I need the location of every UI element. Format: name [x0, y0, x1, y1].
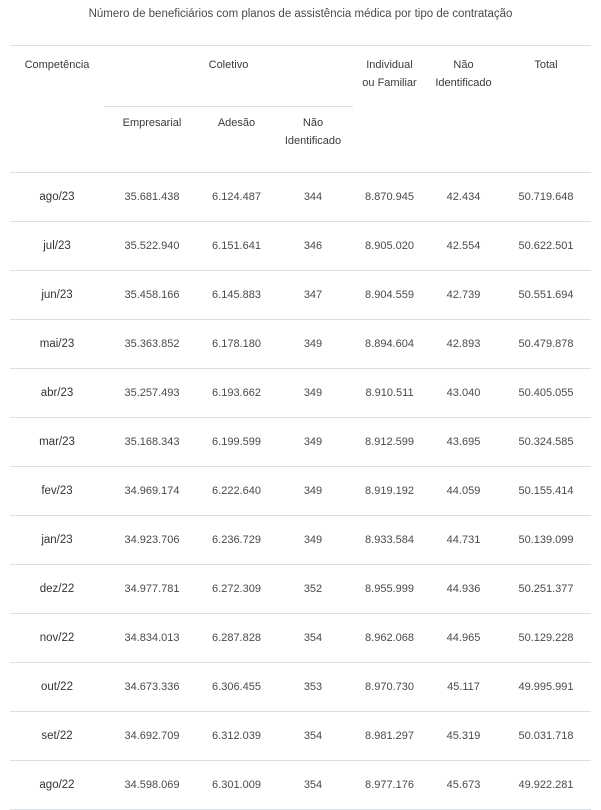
cell-empresarial: 35.363.852	[104, 320, 200, 369]
header-adesao: Adesão	[200, 107, 273, 173]
table-body	[10, 173, 591, 810]
cell-month: nov/22	[10, 614, 104, 663]
cell-adesao: 6.124.487	[200, 173, 273, 222]
cell-nao-identificado: 43.040	[426, 369, 501, 418]
cell-nao-identificado: 42.893	[426, 320, 501, 369]
header-individual	[353, 46, 426, 173]
table-header	[10, 46, 591, 173]
table-row	[10, 516, 591, 565]
table-row	[10, 418, 591, 467]
cell-total: 50.324.585	[501, 418, 591, 467]
cell-nao-identificado-coletivo: 349	[273, 516, 353, 565]
cell-nao-identificado-coletivo: 349	[273, 418, 353, 467]
cell-nao-identificado-coletivo: 354	[273, 761, 353, 810]
header-nao-identificado-label: Não Identificado	[435, 59, 492, 89]
cell-empresarial: 34.834.013	[104, 614, 200, 663]
cell-total: 50.139.099	[501, 516, 591, 565]
cell-empresarial: 34.673.336	[104, 663, 200, 712]
cell-total: 50.031.718	[501, 712, 591, 761]
cell-individual: 8.970.730	[353, 663, 426, 712]
cell-individual: 8.870.945	[353, 173, 426, 222]
cell-total: 49.995.991	[501, 663, 591, 712]
cell-adesao: 6.272.309	[200, 565, 273, 614]
table-row	[10, 369, 591, 418]
cell-total: 50.129.228	[501, 614, 591, 663]
cell-empresarial: 34.692.709	[104, 712, 200, 761]
cell-adesao: 6.287.828	[200, 614, 273, 663]
cell-individual: 8.894.604	[353, 320, 426, 369]
cell-month: ago/23	[10, 173, 104, 222]
cell-adesao: 6.199.599	[200, 418, 273, 467]
cell-nao-identificado-coletivo: 347	[273, 271, 353, 320]
table-row	[10, 173, 591, 222]
cell-adesao: 6.222.640	[200, 467, 273, 516]
cell-individual: 8.981.297	[353, 712, 426, 761]
cell-nao-identificado-coletivo: 346	[273, 222, 353, 271]
table-row	[10, 761, 591, 810]
table-row	[10, 320, 591, 369]
cell-month: dez/22	[10, 565, 104, 614]
table-row	[10, 565, 591, 614]
header-individual-label: Individual ou Familiar	[362, 59, 417, 89]
cell-nao-identificado: 42.434	[426, 173, 501, 222]
header-nao-identificado-coletivo	[273, 107, 353, 173]
header-competencia: Competência	[10, 46, 104, 173]
cell-adesao: 6.301.009	[200, 761, 273, 810]
cell-total: 50.155.414	[501, 467, 591, 516]
cell-individual: 8.919.192	[353, 467, 426, 516]
beneficiaries-table	[10, 45, 591, 810]
cell-nao-identificado: 44.059	[426, 467, 501, 516]
cell-empresarial: 35.257.493	[104, 369, 200, 418]
cell-month: jun/23	[10, 271, 104, 320]
cell-adesao: 6.193.662	[200, 369, 273, 418]
table-row	[10, 712, 591, 761]
cell-adesao: 6.178.180	[200, 320, 273, 369]
table-row	[10, 222, 591, 271]
header-nao-identificado-coletivo-label: Não Identificado	[284, 117, 342, 147]
cell-empresarial: 34.598.069	[104, 761, 200, 810]
cell-empresarial: 35.458.166	[104, 271, 200, 320]
cell-nao-identificado-coletivo: 344	[273, 173, 353, 222]
cell-nao-identificado-coletivo: 349	[273, 320, 353, 369]
cell-nao-identificado-coletivo: 349	[273, 467, 353, 516]
cell-total: 50.405.055	[501, 369, 591, 418]
cell-nao-identificado: 42.554	[426, 222, 501, 271]
cell-empresarial: 34.969.174	[104, 467, 200, 516]
cell-nao-identificado-coletivo: 349	[273, 369, 353, 418]
cell-nao-identificado: 44.731	[426, 516, 501, 565]
cell-nao-identificado: 45.117	[426, 663, 501, 712]
cell-month: jan/23	[10, 516, 104, 565]
table-title: Número de beneficiários com planos de assistência médica por tipo de contratação	[88, 8, 513, 20]
cell-month: abr/23	[10, 369, 104, 418]
cell-nao-identificado: 43.695	[426, 418, 501, 467]
header-total: Total	[501, 46, 591, 173]
table-row	[10, 663, 591, 712]
cell-empresarial: 34.923.706	[104, 516, 200, 565]
cell-individual: 8.904.559	[353, 271, 426, 320]
cell-individual: 8.933.584	[353, 516, 426, 565]
cell-adesao: 6.306.455	[200, 663, 273, 712]
cell-month: ago/22	[10, 761, 104, 810]
cell-individual: 8.910.511	[353, 369, 426, 418]
header-nao-identificado	[426, 46, 501, 173]
cell-nao-identificado-coletivo: 352	[273, 565, 353, 614]
cell-month: jul/23	[10, 222, 104, 271]
cell-adesao: 6.151.641	[200, 222, 273, 271]
cell-nao-identificado: 44.965	[426, 614, 501, 663]
header-coletivo: Coletivo	[104, 46, 353, 107]
cell-month: fev/23	[10, 467, 104, 516]
table-row	[10, 614, 591, 663]
cell-empresarial: 34.977.781	[104, 565, 200, 614]
table-row	[10, 467, 591, 516]
cell-month: out/22	[10, 663, 104, 712]
cell-nao-identificado: 44.936	[426, 565, 501, 614]
cell-individual: 8.977.176	[353, 761, 426, 810]
cell-individual: 8.955.999	[353, 565, 426, 614]
cell-nao-identificado: 45.673	[426, 761, 501, 810]
cell-month: mai/23	[10, 320, 104, 369]
cell-empresarial: 35.522.940	[104, 222, 200, 271]
cell-nao-identificado: 42.739	[426, 271, 501, 320]
cell-adesao: 6.312.039	[200, 712, 273, 761]
cell-month: mar/23	[10, 418, 104, 467]
cell-individual: 8.905.020	[353, 222, 426, 271]
cell-total: 49.922.281	[501, 761, 591, 810]
cell-nao-identificado-coletivo: 354	[273, 712, 353, 761]
cell-individual: 8.912.599	[353, 418, 426, 467]
cell-total: 50.551.694	[501, 271, 591, 320]
cell-adesao: 6.236.729	[200, 516, 273, 565]
cell-individual: 8.962.068	[353, 614, 426, 663]
cell-total: 50.251.377	[501, 565, 591, 614]
cell-total: 50.719.648	[501, 173, 591, 222]
cell-nao-identificado-coletivo: 353	[273, 663, 353, 712]
cell-empresarial: 35.681.438	[104, 173, 200, 222]
cell-nao-identificado-coletivo: 354	[273, 614, 353, 663]
cell-adesao: 6.145.883	[200, 271, 273, 320]
header-empresarial: Empresarial	[104, 107, 200, 173]
cell-total: 50.622.501	[501, 222, 591, 271]
cell-empresarial: 35.168.343	[104, 418, 200, 467]
cell-month: set/22	[10, 712, 104, 761]
cell-total: 50.479.878	[501, 320, 591, 369]
cell-nao-identificado: 45.319	[426, 712, 501, 761]
table-row	[10, 271, 591, 320]
